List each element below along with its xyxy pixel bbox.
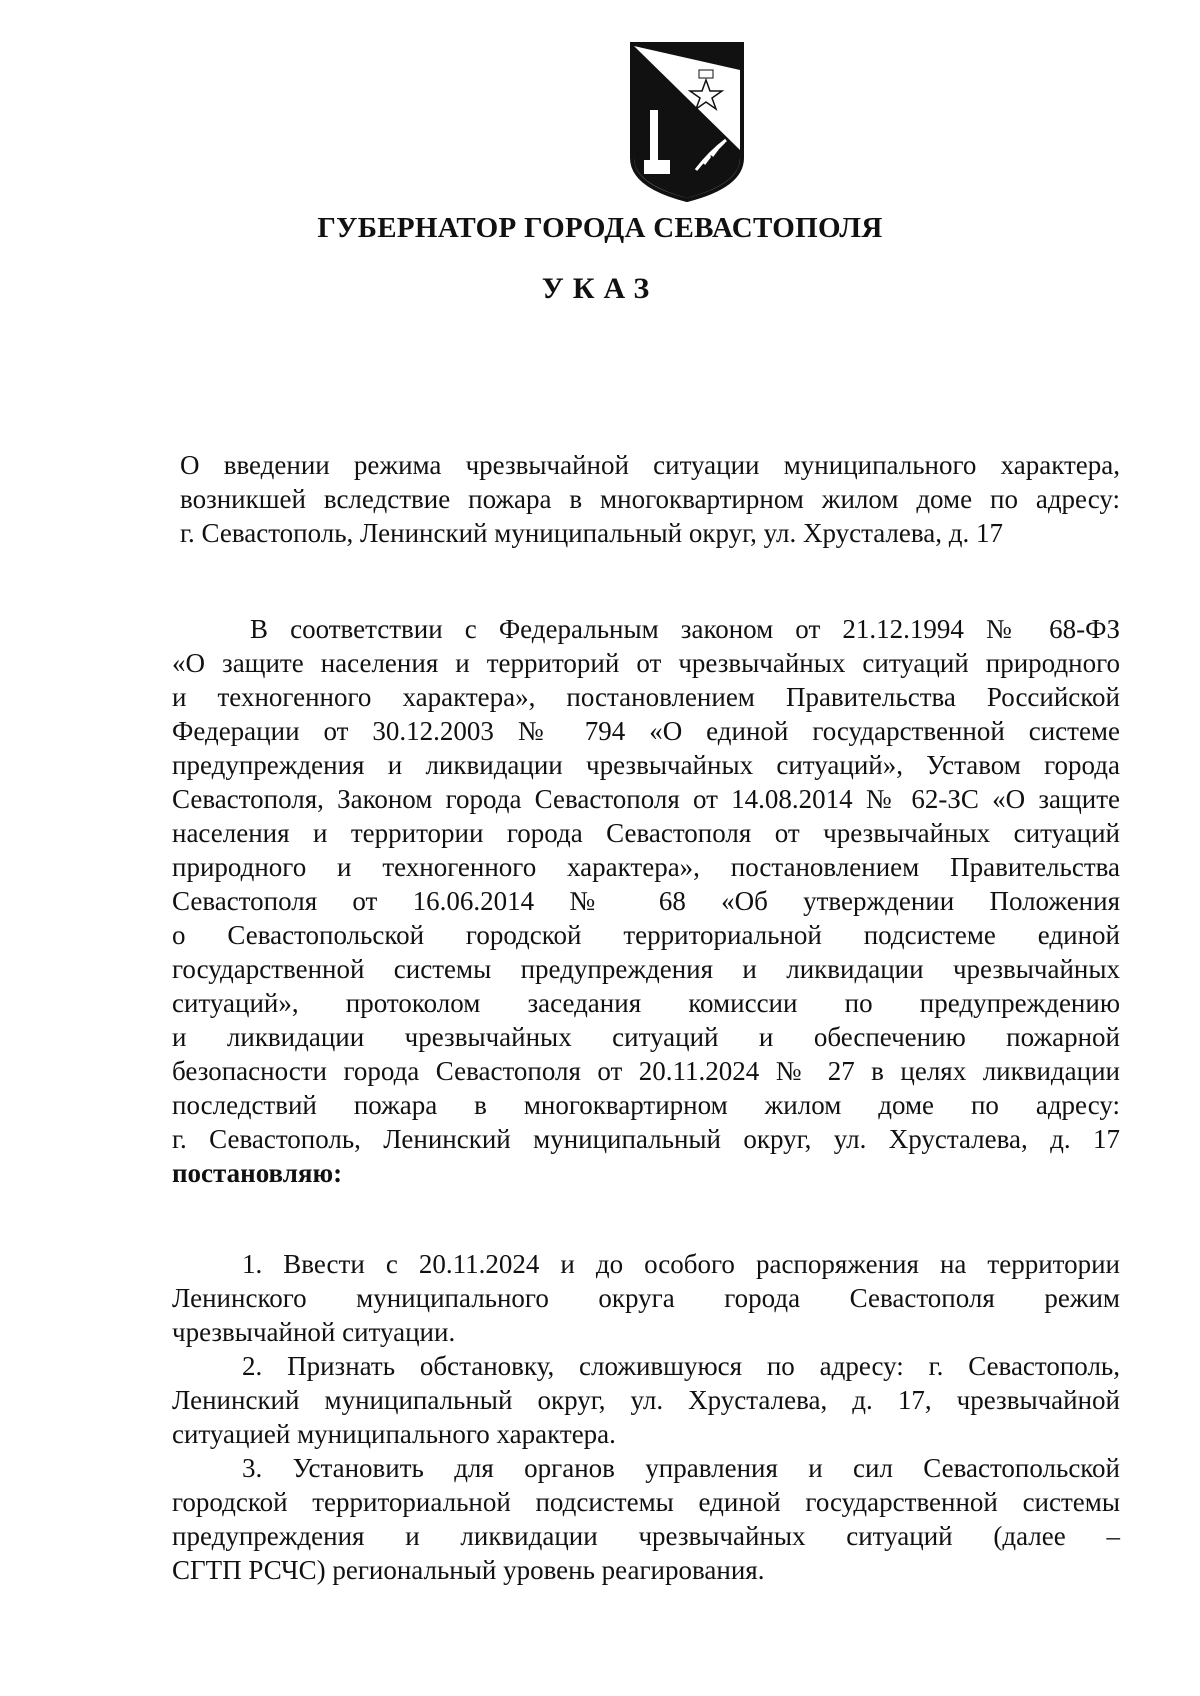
preamble-line: Севастополя от 16.06.2014 № 68 «Об утверждении Положения [172, 886, 1120, 916]
preamble-line: ситуаций», протоколом заседания комиссии по предупреждению [172, 988, 1120, 1018]
preamble-line: Федерации от 30.12.2003 № 794 «О единой государственной системе [172, 716, 1120, 746]
sevastopol-coat-of-arms-icon [626, 40, 748, 202]
subject-line: г. Севастополь, Ленинский муниципальный округ, ул. Хрусталева, д. 17 [180, 518, 1003, 548]
preamble-line: и ликвидации чрезвычайных ситуаций и обеспечению пожарной [172, 1022, 1120, 1052]
preamble-line: государственной системы предупреждения и ликвидации чрезвычайных [172, 954, 1120, 984]
preamble-line: населения и территории города Севастополя от чрезвычайных ситуаций [172, 818, 1120, 848]
item-line: 1. Ввести с 20.11.2024 и до особого распоряжения на территории [242, 1249, 1120, 1279]
preamble-line: В соответствии с Федеральным законом от 21.12.1994 № 68-ФЗ [250, 614, 1120, 644]
subject-line: О введении режима чрезвычайной ситуации муниципального характера, [180, 450, 1120, 480]
preamble-paragraph [172, 612, 1120, 1190]
document-type: УКАЗ [541, 272, 659, 305]
preamble-line: Севастополя, Законом города Севастополя от 14.08.2014 № 62-ЗС «О защите [172, 784, 1120, 814]
preamble-line: последствий пожара в многоквартирном жилом доме по адресу: [172, 1090, 1120, 1120]
document-subject [180, 448, 1120, 550]
preamble-line: о Севастопольской городской территориальной подсистеме единой [172, 920, 1120, 950]
item-line: Ленинского муниципального округа города Севастополя режим [172, 1283, 1120, 1313]
preamble-line: «О защите населения и территорий от чрезвычайных ситуаций природного [172, 648, 1120, 678]
preamble-line: и техногенного характера», постановлением Правительства Российской [172, 682, 1120, 712]
preamble-line: природного и техногенного характера», постановлением Правительства [172, 852, 1120, 882]
item-line: 3. Установить для органов управления и сил Севастопольской [242, 1453, 1120, 1483]
preamble-line: г. Севастополь, Ленинский муниципальный округ, ул. Хрусталева, д. 17 [172, 1124, 1120, 1154]
preamble-line: предупреждения и ликвидации чрезвычайных ситуаций», Уставом города [172, 750, 1120, 780]
decree-word: постановляю: [172, 1158, 343, 1188]
item-line: Ленинский муниципальный округ, ул. Хрусталева, д. 17, чрезвычайной [172, 1385, 1120, 1415]
subject-line: возникшей вследствие пожара в многоквартирном жилом доме по адресу: [180, 484, 1120, 514]
decree-items [172, 1247, 1120, 1587]
item-line: СГТП РСЧС) региональный уровень реагирования. [172, 1555, 765, 1585]
item-line: 2. Признать обстановку, сложившуюся по адресу: г. Севастополь, [242, 1351, 1120, 1381]
item-line: городской территориальной подсистемы единой государственной системы [172, 1487, 1120, 1517]
item-line: ситуацией муниципального характера. [172, 1419, 616, 1449]
item-line: предупреждения и ликвидации чрезвычайных ситуаций (далее – [172, 1521, 1120, 1551]
item-line: чрезвычайной ситуации. [172, 1317, 456, 1347]
decree-item-3 [172, 1451, 1120, 1587]
decree-item-1 [172, 1247, 1120, 1349]
preamble-line: безопасности города Севастополя от 20.11.2024 № 27 в целях ликвидации [172, 1056, 1120, 1086]
decree-item-2 [172, 1349, 1120, 1451]
issuing-authority: ГУБЕРНАТОР ГОРОДА СЕВАСТОПОЛЯ [317, 212, 883, 244]
